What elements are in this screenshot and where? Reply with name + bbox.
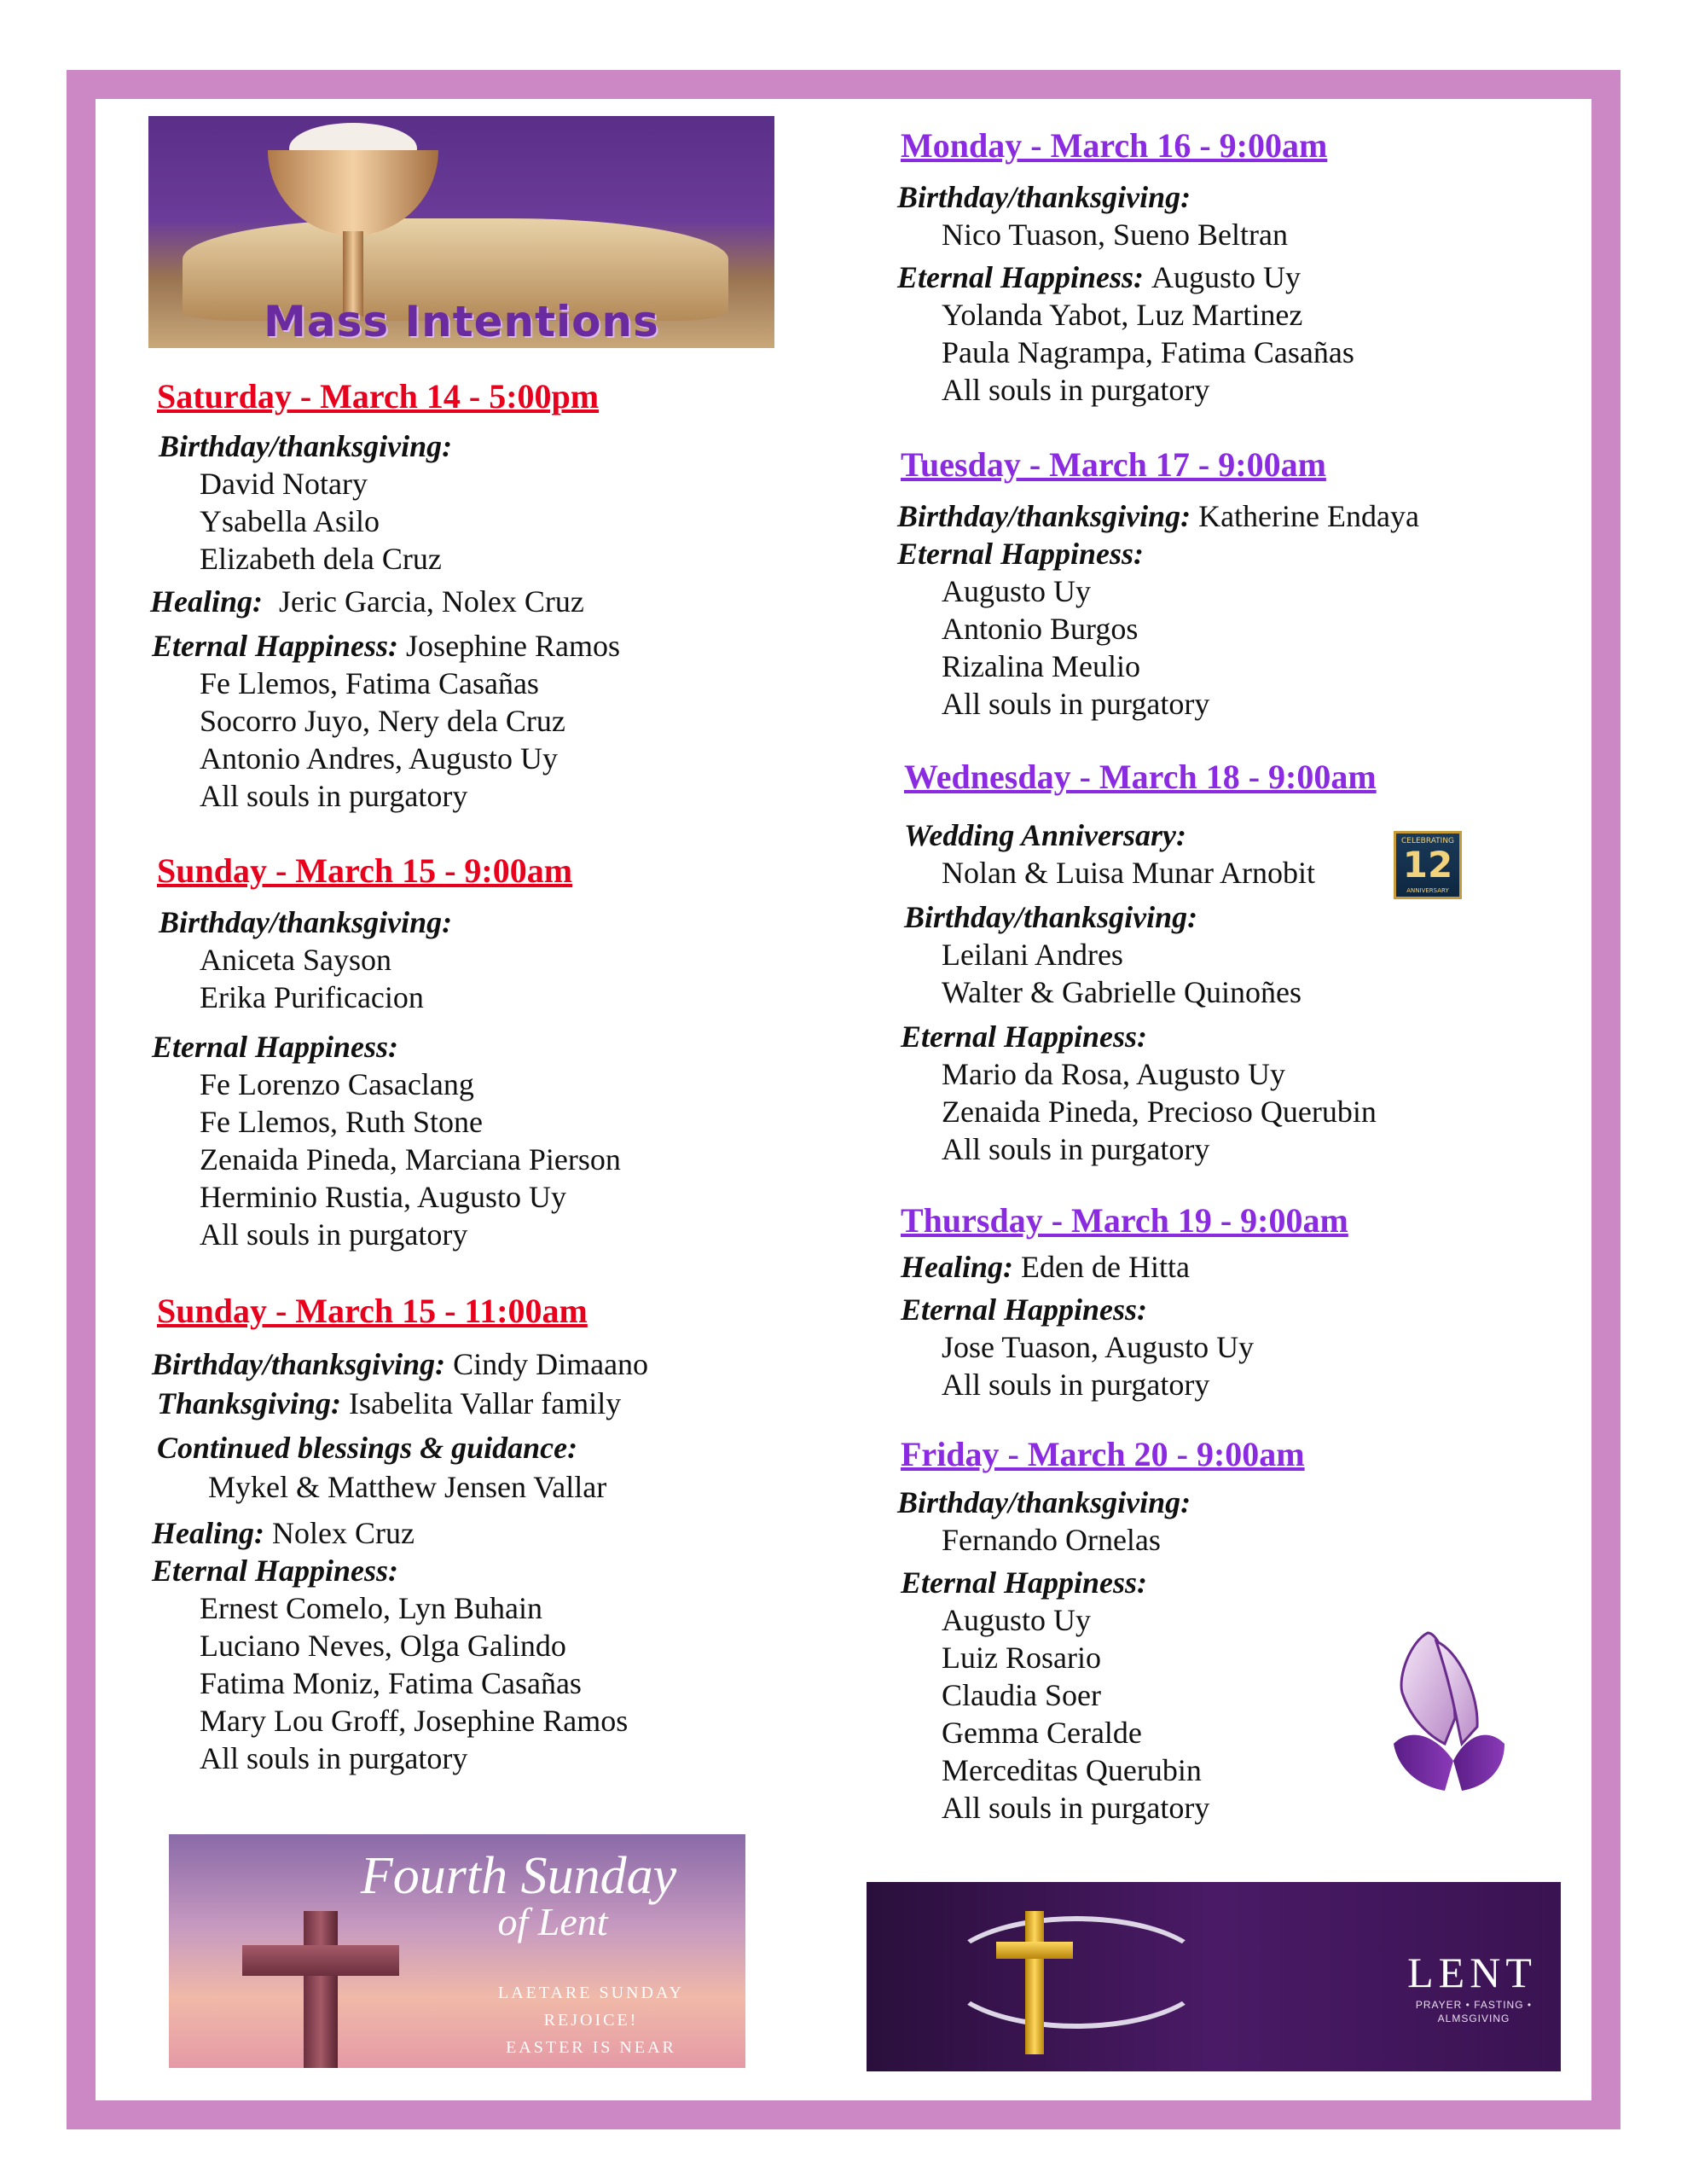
sat-healing-names: Jeric Garcia, Nolex Cruz — [279, 584, 584, 619]
cross-icon — [304, 1911, 338, 2068]
tue-eternal-name: Augusto Uy — [942, 574, 1092, 608]
fourth-sunday-title: Fourth Sunday — [360, 1847, 677, 1905]
sun11-continued-names: Mykel & Matthew Jensen Vallar — [208, 1470, 607, 1504]
heading-sunday-march-15-9am: Sunday - March 15 - 9:00am — [157, 851, 573, 890]
ribbon-shape — [943, 1916, 1209, 2029]
sun11-eternal-name: Mary Lou Groff, Josephine Ramos — [200, 1704, 629, 1738]
tue-eternal-label: Eternal Happiness: — [897, 537, 1145, 571]
sun11-eternal-name: All souls in purgatory — [200, 1741, 468, 1775]
mon-bday-label: Birthday/thanksgiving: — [897, 180, 1191, 214]
sun11-continued-label: Continued blessings & guidance: — [157, 1431, 578, 1465]
mon-eternal-line — [897, 259, 1301, 295]
thu-eternal-label: Eternal Happiness: — [901, 1292, 1148, 1327]
sun9-bday-label: Birthday/thanksgiving: — [159, 905, 453, 939]
fourth-sunday-of-lent-image — [169, 1834, 745, 2068]
fri-eternal-label: Eternal Happiness: — [901, 1565, 1148, 1600]
heading-sunday-march-15-11am: Sunday - March 15 - 11:00am — [157, 1292, 588, 1330]
sun9-eternal-name: Fe Llemos, Ruth Stone — [200, 1105, 483, 1139]
cross-bar-shape — [242, 1945, 399, 1976]
sat-bday-label: Birthday/thanksgiving: — [159, 429, 453, 463]
lent-word: LENT — [1407, 1949, 1537, 1996]
sat-healing-line — [150, 584, 584, 619]
sun11-healing-names: Nolex Cruz — [272, 1516, 415, 1550]
sat-healing-label: Healing: — [150, 584, 263, 619]
thu-healing-line — [901, 1249, 1190, 1285]
gold-cross-bar-shape — [996, 1942, 1073, 1959]
sat-bday-name: David Notary — [200, 467, 368, 501]
wed-bday-name: Leilani Andres — [942, 938, 1123, 972]
heading-wednesday-march-18: Wednesday - March 18 - 9:00am — [904, 758, 1377, 796]
praying-hands-icon — [1377, 1624, 1522, 1795]
sun9-bday-name: Erika Purificacion — [200, 980, 424, 1014]
sat-eternal-name: Antonio Andres, Augusto Uy — [200, 741, 559, 775]
sun11-healing-line — [152, 1515, 415, 1551]
sat-eternal-label: Eternal Happiness: — [152, 629, 399, 663]
sat-bday-name: Elizabeth dela Cruz — [200, 542, 442, 576]
mon-bday-name: Nico Tuason, Sueno Beltran — [942, 218, 1289, 252]
rejoice-line: REJOICE! — [543, 2011, 639, 2030]
fri-eternal-name: Luiz Rosario — [942, 1641, 1101, 1675]
heading-thursday-march-19: Thursday - March 19 - 9:00am — [901, 1201, 1348, 1240]
mon-eternal-first: Augusto Uy — [1151, 260, 1301, 294]
sun11-eternal-label: Eternal Happiness: — [152, 1554, 399, 1588]
laetare-line: LAETARE SUNDAY — [498, 1984, 684, 2002]
fri-bday-name: Fernando Ornelas — [942, 1523, 1161, 1557]
thu-healing-label: Healing: — [901, 1250, 1013, 1284]
fourth-sunday-lines — [450, 1979, 732, 2061]
sun9-eternal-name: All souls in purgatory — [200, 1217, 468, 1252]
mon-eternal-name: All souls in purgatory — [942, 373, 1210, 407]
fri-eternal-name: Claudia Soer — [942, 1678, 1101, 1712]
sun9-eternal-name: Zenaida Pineda, Marciana Pierson — [200, 1142, 621, 1176]
sun11-thanks-names: Isabelita Vallar family — [349, 1386, 622, 1420]
fri-bday-label: Birthday/thanksgiving: — [897, 1485, 1191, 1519]
tue-bday-label: Birthday/thanksgiving: — [897, 499, 1191, 533]
sun11-thanks-line — [157, 1385, 621, 1421]
tue-bday-first: Katherine Endaya — [1198, 499, 1419, 533]
mass-intentions-image — [148, 116, 774, 348]
sat-bday-name: Ysabella Asilo — [200, 504, 380, 538]
sun9-eternal-label: Eternal Happiness: — [152, 1030, 399, 1064]
anniversary-badge-icon — [1394, 831, 1462, 899]
wed-eternal-name: Mario da Rosa, Augusto Uy — [942, 1057, 1285, 1091]
mon-eternal-name: Paula Nagrampa, Fatima Casañas — [942, 335, 1354, 369]
tue-eternal-name: Antonio Burgos — [942, 612, 1139, 646]
badge-top-text: CELEBRATING — [1400, 837, 1455, 845]
lent-subtitle: PRAYER • FASTING • ALMSGIVING — [1415, 1999, 1533, 2024]
heading-friday-march-20: Friday - March 20 - 9:00am — [901, 1435, 1305, 1473]
sun11-healing-label: Healing: — [152, 1516, 264, 1550]
mon-eternal-name: Yolanda Yabot, Luz Martinez — [942, 298, 1303, 332]
sun11-eternal-name: Ernest Comelo, Lyn Buhain — [200, 1591, 542, 1625]
sun11-thanks-label: Thanksgiving: — [157, 1386, 342, 1420]
heading-monday-march-16: Monday - March 16 - 9:00am — [901, 126, 1328, 165]
fri-eternal-name: Augusto Uy — [942, 1603, 1092, 1637]
heading-tuesday-march-17: Tuesday - March 17 - 9:00am — [901, 445, 1326, 484]
sun11-bday-names: Cindy Dimaano — [453, 1347, 649, 1381]
wed-eternal-name: Zenaida Pineda, Precioso Querubin — [942, 1095, 1377, 1129]
fri-eternal-name: All souls in purgatory — [942, 1791, 1210, 1825]
sun11-eternal-name: Fatima Moniz, Fatima Casañas — [200, 1666, 582, 1700]
fri-eternal-name: Merceditas Querubin — [942, 1753, 1202, 1787]
sun11-bday-label: Birthday/thanksgiving: — [152, 1347, 446, 1381]
sun11-eternal-name: Luciano Neves, Olga Galindo — [200, 1629, 566, 1663]
wed-wedding-label: Wedding Anniversary: — [904, 818, 1187, 852]
badge-bottom-text: ANNIVERSARY — [1406, 887, 1449, 894]
sat-eternal-first: Josephine Ramos — [406, 629, 621, 663]
fourth-sunday-of-lent: of Lent — [497, 1900, 608, 1943]
tue-eternal-name: All souls in purgatory — [942, 687, 1210, 721]
sat-eternal-name: All souls in purgatory — [200, 779, 468, 813]
mon-eternal-label: Eternal Happiness: — [897, 260, 1145, 294]
badge-number: 12 — [1402, 844, 1453, 886]
wed-bday-label: Birthday/thanksgiving: — [904, 900, 1198, 934]
sun9-bday-name: Aniceta Sayson — [200, 943, 391, 977]
lent-banner-image — [867, 1882, 1561, 2071]
wed-bday-name: Walter & Gabrielle Quinoñes — [942, 975, 1301, 1009]
sun9-eternal-name: Fe Lorenzo Casaclang — [200, 1067, 474, 1101]
thu-eternal-name: Jose Tuason, Augusto Uy — [942, 1330, 1255, 1364]
sat-eternal-name: Fe Llemos, Fatima Casañas — [200, 666, 539, 700]
sat-eternal-name: Socorro Juyo, Nery dela Cruz — [200, 704, 565, 738]
thu-eternal-name: All souls in purgatory — [942, 1368, 1210, 1402]
sun9-eternal-name: Herminio Rustia, Augusto Uy — [200, 1180, 566, 1214]
sun11-bday-line — [152, 1346, 648, 1382]
wed-eternal-label: Eternal Happiness: — [901, 1019, 1148, 1054]
easter-line: EASTER IS NEAR — [506, 2038, 676, 2057]
thu-healing-names: Eden de Hitta — [1021, 1250, 1190, 1284]
sat-eternal-line — [152, 628, 620, 664]
wed-eternal-name: All souls in purgatory — [942, 1132, 1210, 1166]
fri-eternal-name: Gemma Ceralde — [942, 1716, 1142, 1750]
wed-wedding-name: Nolan & Luisa Munar Arnobit — [942, 856, 1315, 890]
heading-saturday-march-14: Saturday - March 14 - 5:00pm — [157, 377, 600, 415]
gold-cross-icon — [1025, 1911, 1044, 2054]
mass-intentions-caption: Mass Intentions — [264, 297, 659, 346]
tue-bday-line — [897, 498, 1419, 534]
tue-eternal-name: Rizalina Meulio — [942, 649, 1140, 683]
